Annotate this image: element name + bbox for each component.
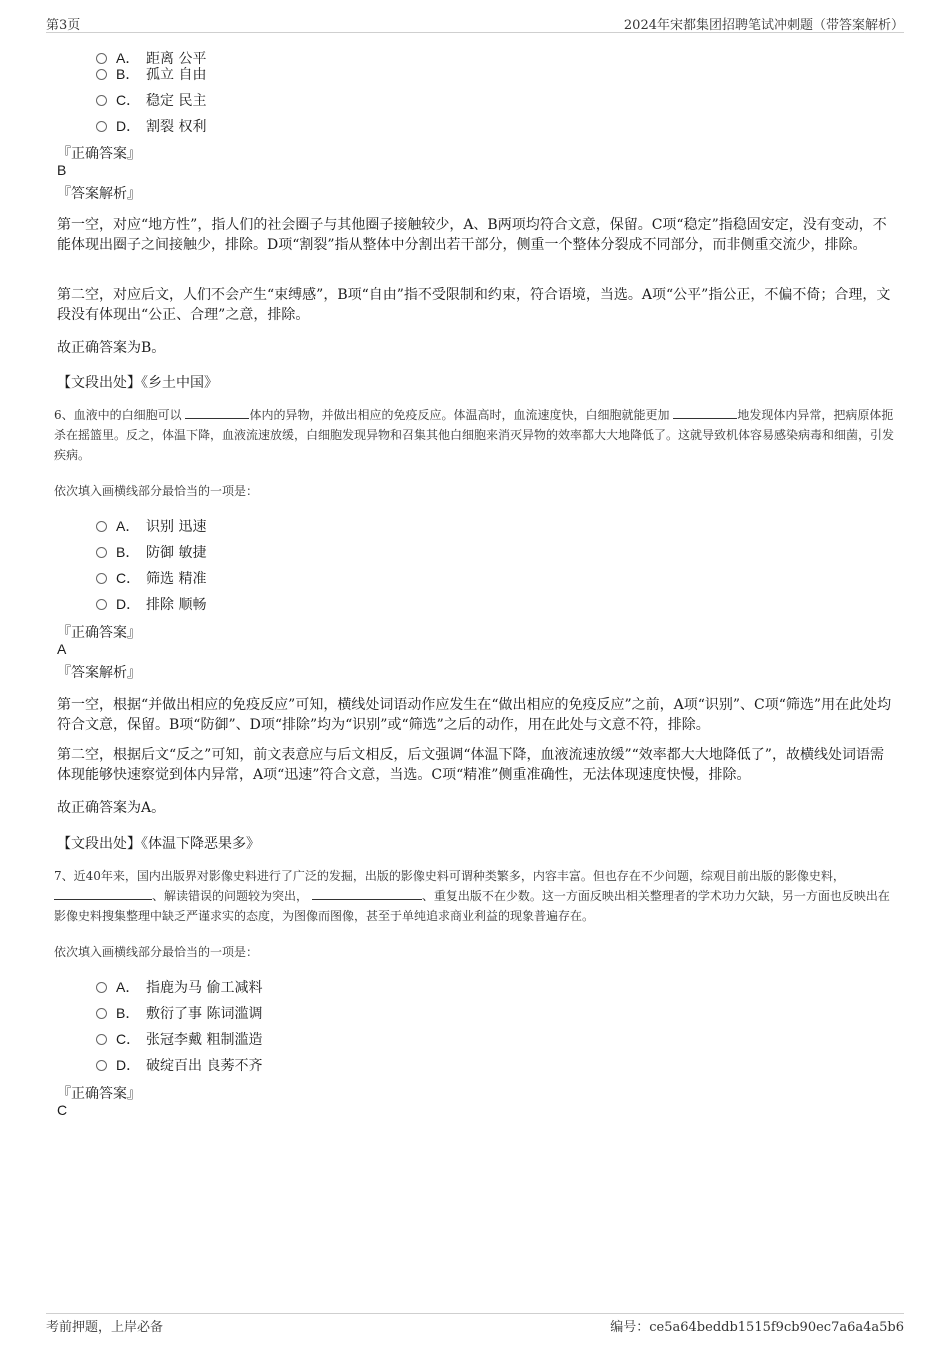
page-footer: [46, 1313, 904, 1334]
radio-icon[interactable]: [96, 121, 107, 132]
q7-option-d[interactable]: D． 破绽百出 良莠不齐: [96, 1055, 262, 1075]
radio-icon[interactable]: [96, 599, 107, 610]
q6-analysis-1: 第一空，根据“并做出相应的免疫反应”可知，横线处词语动作应发生在“做出相应的免疫反应”之前，A项“识别”、C项“筛选”用在此处均符合文意，保留。B项“防御”、D项“排除”均为“识别”或“筛选”之后的动作，用在此处与文意不符，排除。: [57, 697, 892, 733]
q6-option-d[interactable]: D． 排除 顺畅: [96, 594, 206, 614]
q6-analysis-2: 第二空，根据后文“反之”可知，前文表意应与后文相反，后文强调“体温下降，血液流速放缓”“效率都大大地降低了”，故横线处词语需体现能够快速察觉到体内异常，A项“迅速”符合文意，当选。C项“精准”侧重准确性，无法体现速度快慢，排除。: [57, 747, 884, 783]
blank-line: [673, 406, 737, 419]
radio-icon[interactable]: [96, 521, 107, 532]
radio-icon[interactable]: [96, 69, 107, 80]
radio-icon[interactable]: [96, 573, 107, 584]
q5-analysis-label: 『答案解析』: [57, 186, 141, 202]
q6-option-c[interactable]: C． 筛选 精准: [96, 568, 206, 588]
q5-option-c[interactable]: C． 稳定 民主: [96, 90, 206, 110]
q6-analysis-label: 『答案解析』: [57, 665, 141, 681]
radio-icon[interactable]: [96, 547, 107, 558]
document-title: 2024年宋都集团招聘笔试冲刺题（带答案解析）: [623, 18, 904, 33]
blank-line: [185, 406, 249, 419]
q7-question: 7、近40年来，国内出版界对影像史料进行了广泛的发掘，出版的影像史料可谓种类繁多，内容丰富。但也存在不少问题，综观目前出版的影像史料， 、解读错误的问题较为突出， 、重复出版不在少数。这一方面反映出相关整理者的学术功力欠缺，另一方面也反映出在影像史料搜集整理中缺乏严谨求实的态度，为图像而图像，甚至于单纯追求商业利益的现象普遍存在。: [54, 869, 890, 923]
q6-question: 6、血液中的白细胞可以 体内的异物，并做出相应的免疫反应。体温高时，血流速度快，白细胞就能更加 地发现体内异常，把病原体扼杀在摇篮里。反之，体温下降，血液流速放缓，白细胞发现异物和召集其他白细胞来消灭异物的效率都大大地降低了。这就导致机体容易感染病毒和细菌，引发疾病。: [54, 408, 895, 462]
footer-slogan: 考前押题，上岸必备: [46, 1320, 164, 1335]
q5-option-b[interactable]: B． 孤立 自由: [96, 64, 206, 84]
q7-option-c[interactable]: C． 张冠李戴 粗制滥造: [96, 1029, 262, 1049]
blank-line: [312, 887, 422, 900]
q5-source: 【文段出处】《乡土中国》: [57, 375, 218, 391]
q6-prompt: 依次填入画横线部分最恰当的一项是：: [54, 484, 259, 498]
q7-option-a[interactable]: A． 指鹿为马 偷工减料: [96, 977, 262, 997]
q7-prompt: 依次填入画横线部分最恰当的一项是：: [54, 945, 259, 959]
q6-answer-label: 『正确答案』: [57, 625, 141, 641]
q6-answer: A: [57, 641, 67, 657]
document-id: 编号：ce5a64beddb1515f9cb90ec7a6a4a5b6: [610, 1320, 904, 1335]
q7-answer-label: 『正确答案』: [57, 1086, 141, 1102]
radio-icon[interactable]: [96, 1034, 107, 1045]
radio-icon[interactable]: [96, 1060, 107, 1071]
radio-icon[interactable]: [96, 95, 107, 106]
q6-option-a[interactable]: A． 识别 迅速: [96, 516, 206, 536]
q5-answer: B: [57, 162, 67, 178]
q6-analysis-3: 故正确答案为A。: [57, 800, 166, 816]
radio-icon[interactable]: [96, 982, 107, 993]
radio-icon[interactable]: [96, 1008, 107, 1019]
page-number: 第3页: [46, 18, 81, 33]
q5-option-d[interactable]: D． 割裂 权利: [96, 116, 206, 136]
q7-answer: C: [57, 1102, 68, 1118]
radio-icon[interactable]: [96, 53, 107, 64]
q6-option-b[interactable]: B． 防御 敏捷: [96, 542, 206, 562]
blank-line: [54, 887, 152, 900]
q5-analysis-3: 故正确答案为B。: [57, 340, 166, 356]
q5-analysis-1: 第一空，对应“地方性”，指人们的社会圈子与其他圈子接触较少，A、B两项均符合文意，保留。C项“稳定”指稳固安定，没有变动，不能体现出圈子之间接触少，排除。D项“割裂”指从整体中分割出若干部分，侧重一个整体分裂成不同部分，而非侧重交流少，排除。: [57, 217, 887, 253]
q6-source: 【文段出处】《体温下降恶果多》: [57, 836, 260, 852]
q7-option-b[interactable]: B． 敷衍了事 陈词滥调: [96, 1003, 262, 1023]
q5-option-a[interactable]: A． 距离 公平: [96, 48, 206, 68]
page-header: [46, 14, 904, 33]
q5-analysis-2: 第二空，对应后文，人们不会产生“束缚感”，B项“自由”指不受限制和约束，符合语境，当选。A项“公平”指公正，不偏不倚；合理，文段没有体现出“公正、合理”之意，排除。: [57, 287, 891, 323]
q5-answer-label: 『正确答案』: [57, 146, 141, 162]
